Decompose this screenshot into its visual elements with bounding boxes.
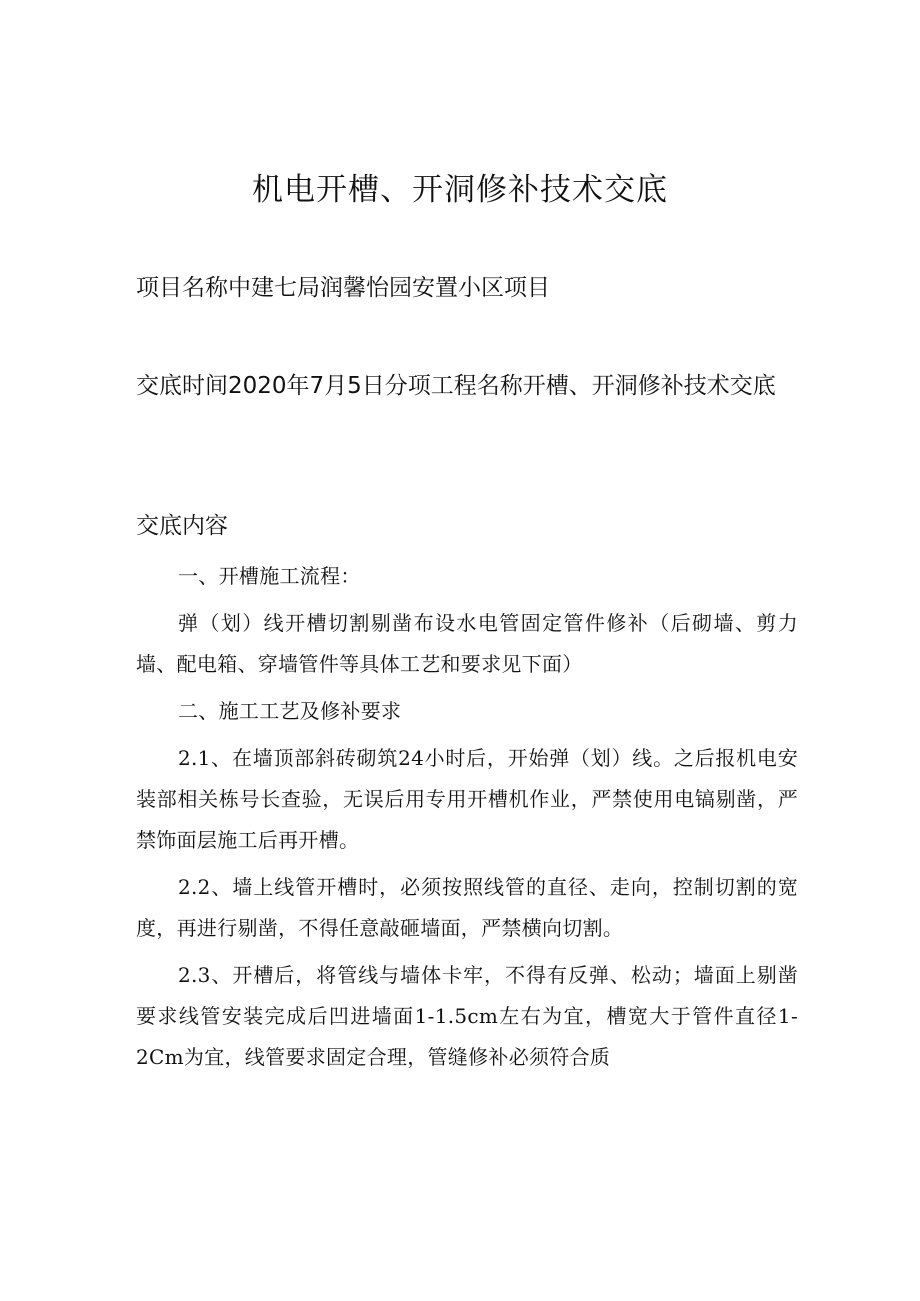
paragraph-section-1-heading: 一、开槽施工流程： [178, 564, 361, 588]
content-heading: 交底内容 [136, 513, 228, 539]
paragraph-2-3: 2.3、开槽后，将管线与墙体卡牢，不得有反弹、松动；墙面上剔凿要求线管安装完成后凹进墙面1-1.5cm左右为宜，槽宽大于管件直径1-2Cm为宜，线管要求固定合理，管缝修补必须符合质 [136, 963, 798, 1069]
paragraph-process-flow: 弹（划）线开槽切割剔凿布设水电管固定管件修补（后砌墙、剪力墙、配电箱、穿墙管件等具体工艺和要求见下面） [136, 611, 798, 676]
document-title: 机电开槽、开洞修补技术交底 [252, 172, 668, 208]
paragraph-section-2-heading: 二、施工工艺及修补要求 [178, 699, 402, 723]
paragraph-2-2: 2.2、墙上线管开槽时，必须按照线管的直径、走向，控制切割的宽度，再进行剔凿，不得任意敲砸墙面，严禁横向切割。 [136, 875, 798, 940]
paragraph-2-1: 2.1、在墙顶部斜砖砌筑24小时后，开始弹（划）线。之后报机电安装部相关栋号长查验，无误后用专用开槽机作业，严禁使用电镐剔凿，严禁饰面层施工后再开槽。 [136, 746, 798, 852]
project-name-line: 项目名称中建七局润馨怡园安置小区项目 [136, 275, 550, 301]
document-body [136, 556, 798, 1084]
disclosure-time-line: 交底时间2020年7月5日分项工程名称开槽、开洞修补技术交底 [136, 373, 776, 399]
